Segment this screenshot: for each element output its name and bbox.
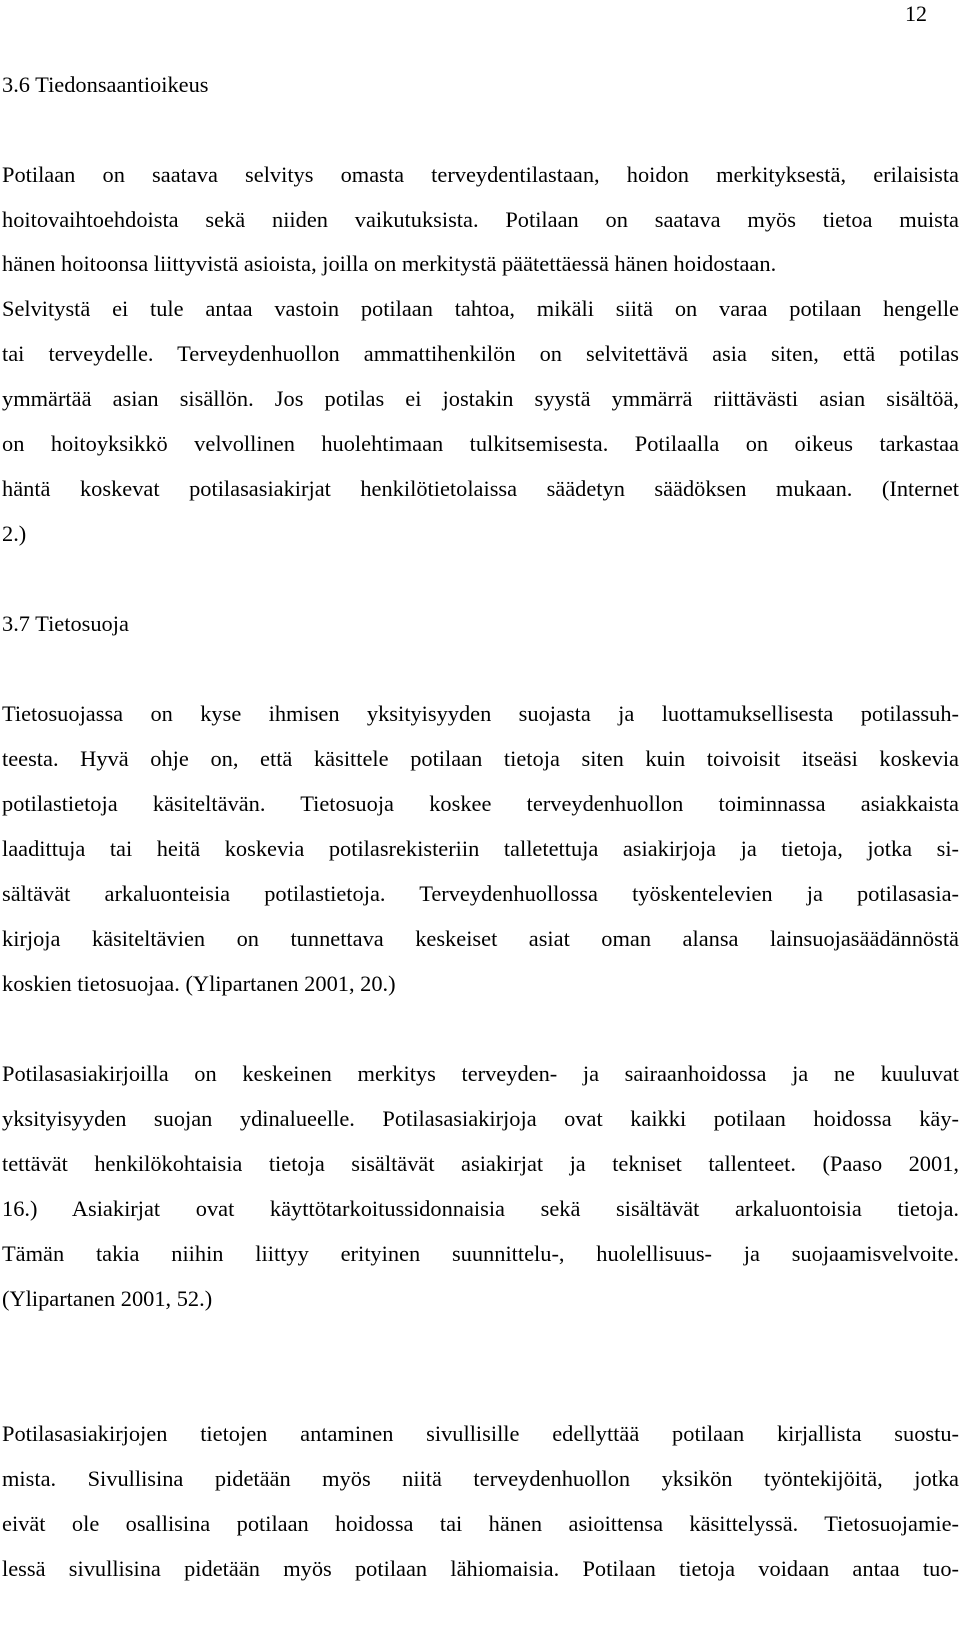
paragraph-line: 2.): [2, 521, 27, 546]
paragraph-line: häntä koskevat potilasasiakirjat henkilötietolaissa säädetyn säädöksen mukaan. (Internet: [2, 476, 959, 501]
paragraph-line: yksityisyyden suojan ydinalueelle. Potilasasiakirjoja ovat kaikki potilaan hoidossa käy-: [2, 1106, 959, 1131]
section-heading-3-7: 3.7 Tietosuoja: [2, 611, 129, 636]
paragraph-line: lessä sivullisina pidetään myös potilaan lähiomaisia. Potilaan tietoja voidaan antaa tuo-: [2, 1556, 959, 1581]
paragraph-line: Tietosuojassa on kyse ihmisen yksityisyyden suojasta ja luottamuksellisesta potilassuh-: [2, 701, 959, 726]
paragraph-line: hoitovaihtoehdoista sekä niiden vaikutuksista. Potilaan on saatava myös tietoa muista: [2, 207, 959, 232]
paragraph-line: laadittuja tai heitä koskevia potilasrekisteriin talletettuja asiakirjoja ja tietoja, jotka si-: [2, 836, 959, 861]
paragraph-line: 16.) Asiakirjat ovat käyttötarkoitussidonnaisia sekä sisältävät arkaluontoisia tietoja.: [2, 1196, 959, 1221]
paragraph-line: kirjoja käsiteltävien on tunnettava keskeiset asiat oman alansa lainsuojasäädännöstä: [2, 926, 959, 951]
paragraph-line: potilastietoja käsiteltävän. Tietosuoja koskee terveydenhuollon toiminnassa asiakkaista: [2, 791, 959, 816]
paragraph-line: Tämän takia niihin liittyy erityinen suunnittelu-, huolellisuus- ja suojaamisvelvoite.: [2, 1241, 959, 1266]
paragraph-line: ymmärtää asian sisällön. Jos potilas ei jostakin syystä ymmärrä riittävästi asian sisältöä,: [2, 386, 959, 411]
paragraph-line: mista. Sivullisina pidetään myös niitä terveydenhuollon yksikön työntekijöitä, jotka: [2, 1466, 959, 1491]
paragraph-line: Potilaan on saatava selvitys omasta terveydentilastaan, hoidon merkityksestä, erilaisista: [2, 162, 959, 187]
paragraph-line: Potilasasiakirjojen tietojen antaminen sivullisille edellyttää potilaan kirjallista suostu-: [2, 1421, 959, 1446]
paragraph-line: tai terveydelle. Terveydenhuollon ammattihenkilön on selvitettävä asia siten, että potilas: [2, 341, 959, 366]
paragraph-line: teesta. Hyvä ohje on, että käsittele potilaan tietoja siten kuin toivoisit itseäsi koskevia: [2, 746, 959, 771]
paragraph-line: tettävät henkilökohtaisia tietoja sisältävät asiakirjat ja tekniset tallenteet. (Paaso 2001,: [2, 1151, 959, 1176]
paragraph-line: Selvitystä ei tule antaa vastoin potilaan tahtoa, mikäli siitä on varaa potilaan hengelle: [2, 296, 959, 321]
section-heading-3-6: 3.6 Tiedonsaantioikeus: [2, 72, 209, 97]
paragraph-line: Potilasasiakirjoilla on keskeinen merkitys terveyden- ja sairaanhoidossa ja ne kuuluvat: [2, 1061, 959, 1086]
paragraph-line: hänen hoitoonsa liittyvistä asioista, joilla on merkitystä päätettäessä hänen hoidostaan.: [2, 251, 777, 276]
paragraph-line: (Ylipartanen 2001, 52.): [2, 1286, 213, 1311]
paragraph-line: sältävät arkaluonteisia potilastietoja. Terveydenhuollossa työskentelevien ja potilasasia-: [2, 881, 959, 906]
paragraph-line: koskien tietosuojaa. (Ylipartanen 2001, 20.): [2, 971, 396, 996]
paragraph-line: on hoitoyksikkö velvollinen huolehtimaan tulkitsemisesta. Potilaalla on oikeus tarkastaa: [2, 431, 959, 456]
page-number: 12: [905, 1, 927, 26]
paragraph-line: eivät ole osallisina potilaan hoidossa tai hänen asioittensa käsittelyssä. Tietosuojamie-: [2, 1511, 959, 1536]
